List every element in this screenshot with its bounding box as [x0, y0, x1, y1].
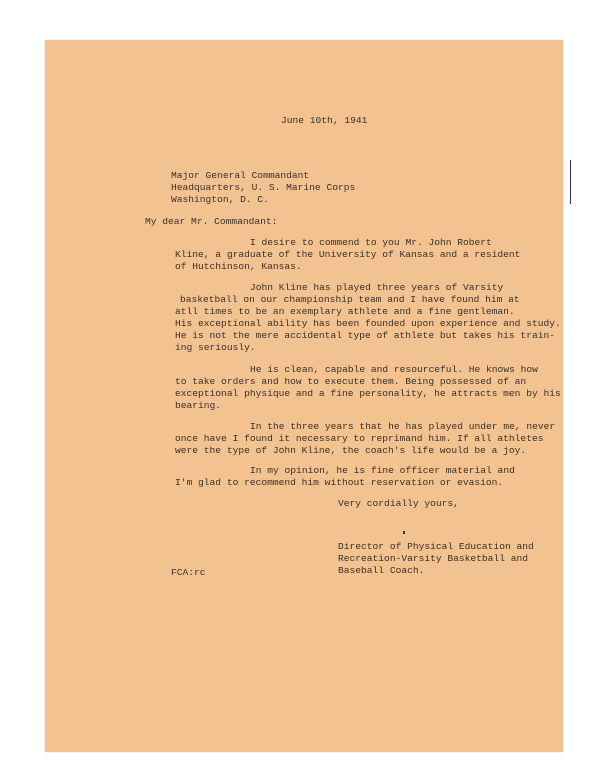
- signature-line: Baseball Coach.: [338, 565, 425, 576]
- paragraph-line: to take orders and how to execute them. Being possessed of an: [175, 376, 527, 387]
- paragraph-line: basketball on our championship team and I have found him at: [180, 294, 520, 305]
- paragraph-line: exceptional physique and a fine personality, he attracts men by his: [175, 388, 561, 399]
- typist-initials: FCA:rc: [171, 567, 206, 578]
- signature-line: Recreation-Varsity Basketball and: [338, 553, 528, 564]
- paragraph-line: I desire to commend to you Mr. John Robert: [250, 237, 492, 248]
- paragraph-line: atll times to be an exemplary athlete and a fine gentleman.: [175, 306, 515, 317]
- paragraph-line: were the type of John Kline, the coach's life would be a joy.: [175, 445, 527, 456]
- paragraph-line: He is clean, capable and resourceful. He knows how: [250, 364, 538, 375]
- paragraph-line: ing seriously.: [175, 342, 256, 353]
- margin-mark: [570, 160, 571, 204]
- paragraph-line: once have I found it necessary to reprimand him. If all athletes: [175, 433, 544, 444]
- paragraph-line: In my opinion, he is fine officer material and: [250, 465, 515, 476]
- paragraph-line: Kline, a graduate of the University of Kansas and a resident: [175, 249, 521, 260]
- paragraph-line: I'm glad to recommend him without reservation or evasion.: [175, 477, 504, 488]
- salutation: My dear Mr. Commandant:: [145, 216, 278, 227]
- paragraph-line: In the three years that he has played under me, never: [250, 421, 556, 432]
- closing: Very cordially yours,: [338, 498, 459, 509]
- recipient-line: Headquarters, U. S. Marine Corps: [171, 182, 356, 193]
- paragraph-line: bearing.: [175, 400, 222, 411]
- signature-line: Director of Physical Education and: [338, 541, 534, 552]
- paragraph-line: His exceptional ability has been founded upon experience and study.: [175, 318, 561, 329]
- recipient-line: Major General Commandant: [171, 170, 310, 181]
- paragraph-line: John Kline has played three years of Varsity: [250, 282, 504, 293]
- letter-date: June 10th, 1941: [281, 115, 368, 126]
- paragraph-line: He is not the mere accidental type of athlete but takes his train-: [175, 330, 555, 341]
- ink-speck: [403, 531, 405, 534]
- recipient-line: Washington, D. C.: [171, 194, 269, 205]
- paragraph-line: of Hutchinson, Kansas.: [175, 261, 302, 272]
- letter-sheet: [45, 40, 563, 752]
